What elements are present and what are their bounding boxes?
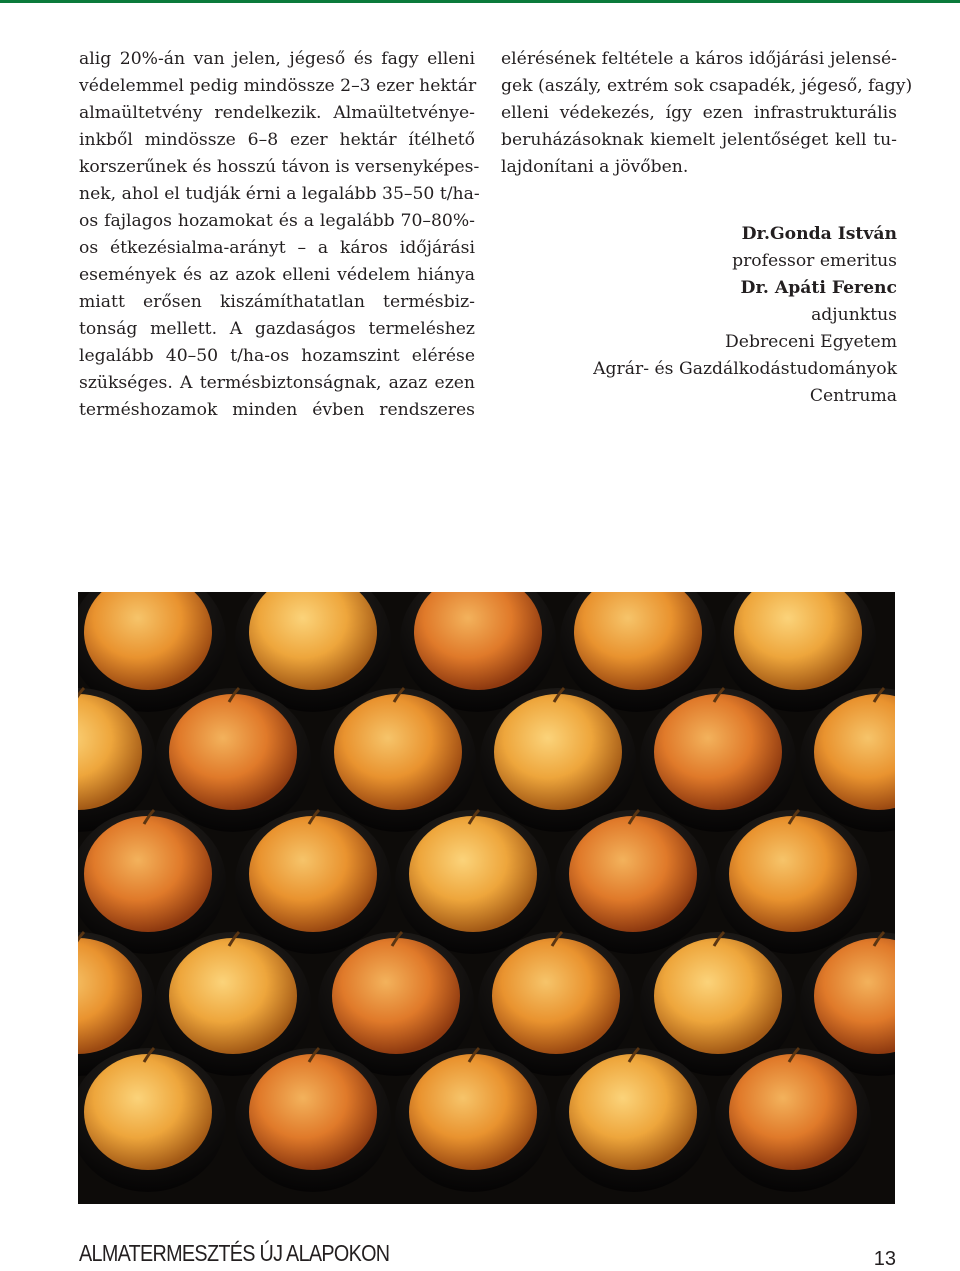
apple [654, 694, 782, 810]
text-line: alig 20%-án van jelen, jégeső és fagy elleni [79, 49, 475, 69]
apple [332, 938, 460, 1054]
text-line: os fajlagos hozamokat és a legalább 70–80%- [79, 211, 475, 231]
page-number: 13 [873, 1248, 896, 1270]
apple [169, 938, 297, 1054]
apple [84, 1054, 212, 1170]
text-line: korszerűnek és hosszú távon is versenyképes- [79, 157, 480, 177]
affiliation: Centruma [809, 386, 897, 406]
apple [84, 816, 212, 932]
apples-illustration [78, 592, 895, 1204]
apple [729, 1054, 857, 1170]
apple [494, 694, 622, 810]
apple [249, 816, 377, 932]
author-title: adjunktus [811, 305, 897, 325]
text-line: szükséges. A termésbiztonságnak, azaz ezen [79, 373, 475, 393]
author-name: Dr.Gonda István [741, 224, 897, 244]
paragraph [501, 46, 913, 181]
apple [729, 816, 857, 932]
apple [409, 1054, 537, 1170]
text-line: almaültetvény rendelkezik. Almaültetvénye- [79, 103, 475, 123]
apples-photo [78, 592, 895, 1204]
apple [249, 1054, 377, 1170]
text-line: lajdonítani a jövőben. [501, 157, 689, 177]
text-line: legalább 40–50 t/ha-os hozamszint elérése [79, 346, 475, 366]
author-name: Dr. Apáti Ferenc [740, 278, 897, 298]
header-accent-rule [0, 0, 960, 3]
apple [569, 1054, 697, 1170]
article-text-right-column [501, 46, 913, 410]
text-line: inkből mindössze 6–8 ezer hektár ítélhető [79, 130, 475, 150]
apple [334, 694, 462, 810]
text-line: gek (aszály, extrém sok csapadék, jégeső, fagy) [501, 76, 913, 96]
text-line: nek, ahol el tudják érni a legalább 35–50 t/ha- [79, 184, 480, 204]
text-line: beruházásoknak kiemelt jelentőséget kell tu- [501, 130, 897, 150]
apple [492, 938, 620, 1054]
author-signature-block [501, 221, 897, 410]
apple [569, 816, 697, 932]
author-title: professor emeritus [732, 251, 897, 271]
text-line: tonság mellett. A gazdaságos termeléshez [79, 319, 475, 339]
apple [409, 816, 537, 932]
affiliation: Debreceni Egyetem [725, 332, 897, 352]
publication-title: ALMATERMESZTÉS ÚJ ALAPOKON [79, 1240, 390, 1266]
text-line: miatt erősen kiszámíthatatlan termésbiz- [79, 292, 475, 312]
text-line: elérésének feltétele a káros időjárási jelensé- [501, 49, 897, 69]
text-line: események és az azok elleni védelem hiánya [79, 265, 475, 285]
affiliation: Agrár- és Gazdálkodástudományok [593, 359, 897, 379]
text-line: os étkezésialma-arányt – a káros időjárási [79, 238, 475, 258]
text-line: elleni védekezés, így ezen infrastrukturális [501, 103, 897, 123]
apple [169, 694, 297, 810]
paragraph [79, 46, 480, 424]
apple [654, 938, 782, 1054]
article-text-left-column [79, 46, 480, 424]
text-line: védelemmel pedig mindössze 2–3 ezer hektár [79, 76, 477, 96]
text-line: terméshozamok minden évben rendszeres [79, 400, 475, 420]
